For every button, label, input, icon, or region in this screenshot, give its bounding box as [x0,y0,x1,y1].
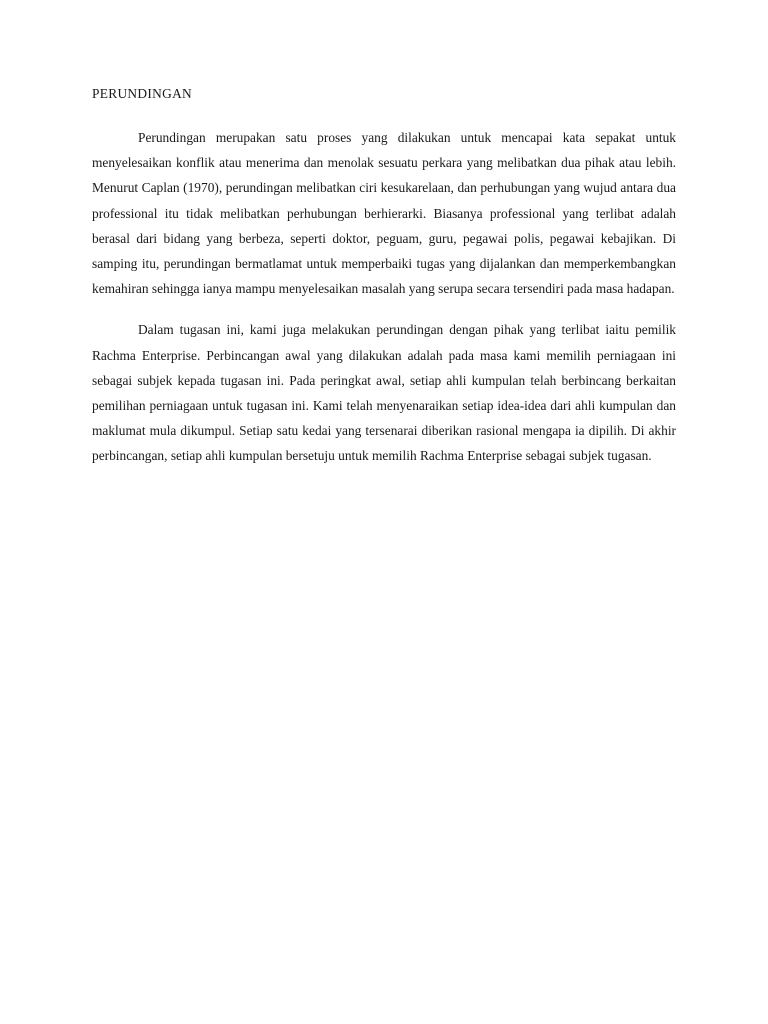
document-body [92,84,676,469]
section-heading: PERUNDINGAN [92,86,193,101]
paragraph-2: Dalam tugasan ini, kami juga melakukan perundingan dengan pihak yang terlibat iaitu pemilik Rachma Enterprise. Perbincangan awal yang dilakukan adalah pada masa kami memilih perniagaan ini sebagai subjek kepada tugasan ini. Pada peringkat awal, setiap ahli kumpulan telah berbincang berkaitan pemilihan perniagaan untuk tugasan ini. Kami telah menyenaraikan setiap idea-idea dari ahli kumpulan dan maklumat mula dikumpul. Setiap satu kedai yang tersenarai diberikan rasional mengapa ia dipilih. Di akhir perbincangan, setiap ahli kumpulan bersetuju untuk memilih Rachma Enterprise sebagai subjek tugasan. [92,322,676,464]
paragraph-1: Perundingan merupakan satu proses yang dilakukan untuk mencapai kata sepakat untuk menyelesaikan konflik atau menerima dan menolak sesuatu perkara yang melibatkan dua pihak atau lebih. Menurut Caplan (1970), perundingan melibatkan ciri kesukarelaan, dan perhubungan yang wujud antara dua professional itu tidak melibatkan perhubungan berhierarki. Biasanya professional yang terlibat adalah berasal dari bidang yang berbeza, seperti doktor, peguam, guru, pegawai polis, pegawai kebajikan. Di samping itu, perundingan bermatlamat untuk memperbaiki tugas yang dijalankan dan memperkembangkan kemahiran sehingga ianya mampu menyelesaikan masalah yang serupa secara tersendiri pada masa hadapan. [92,130,676,297]
